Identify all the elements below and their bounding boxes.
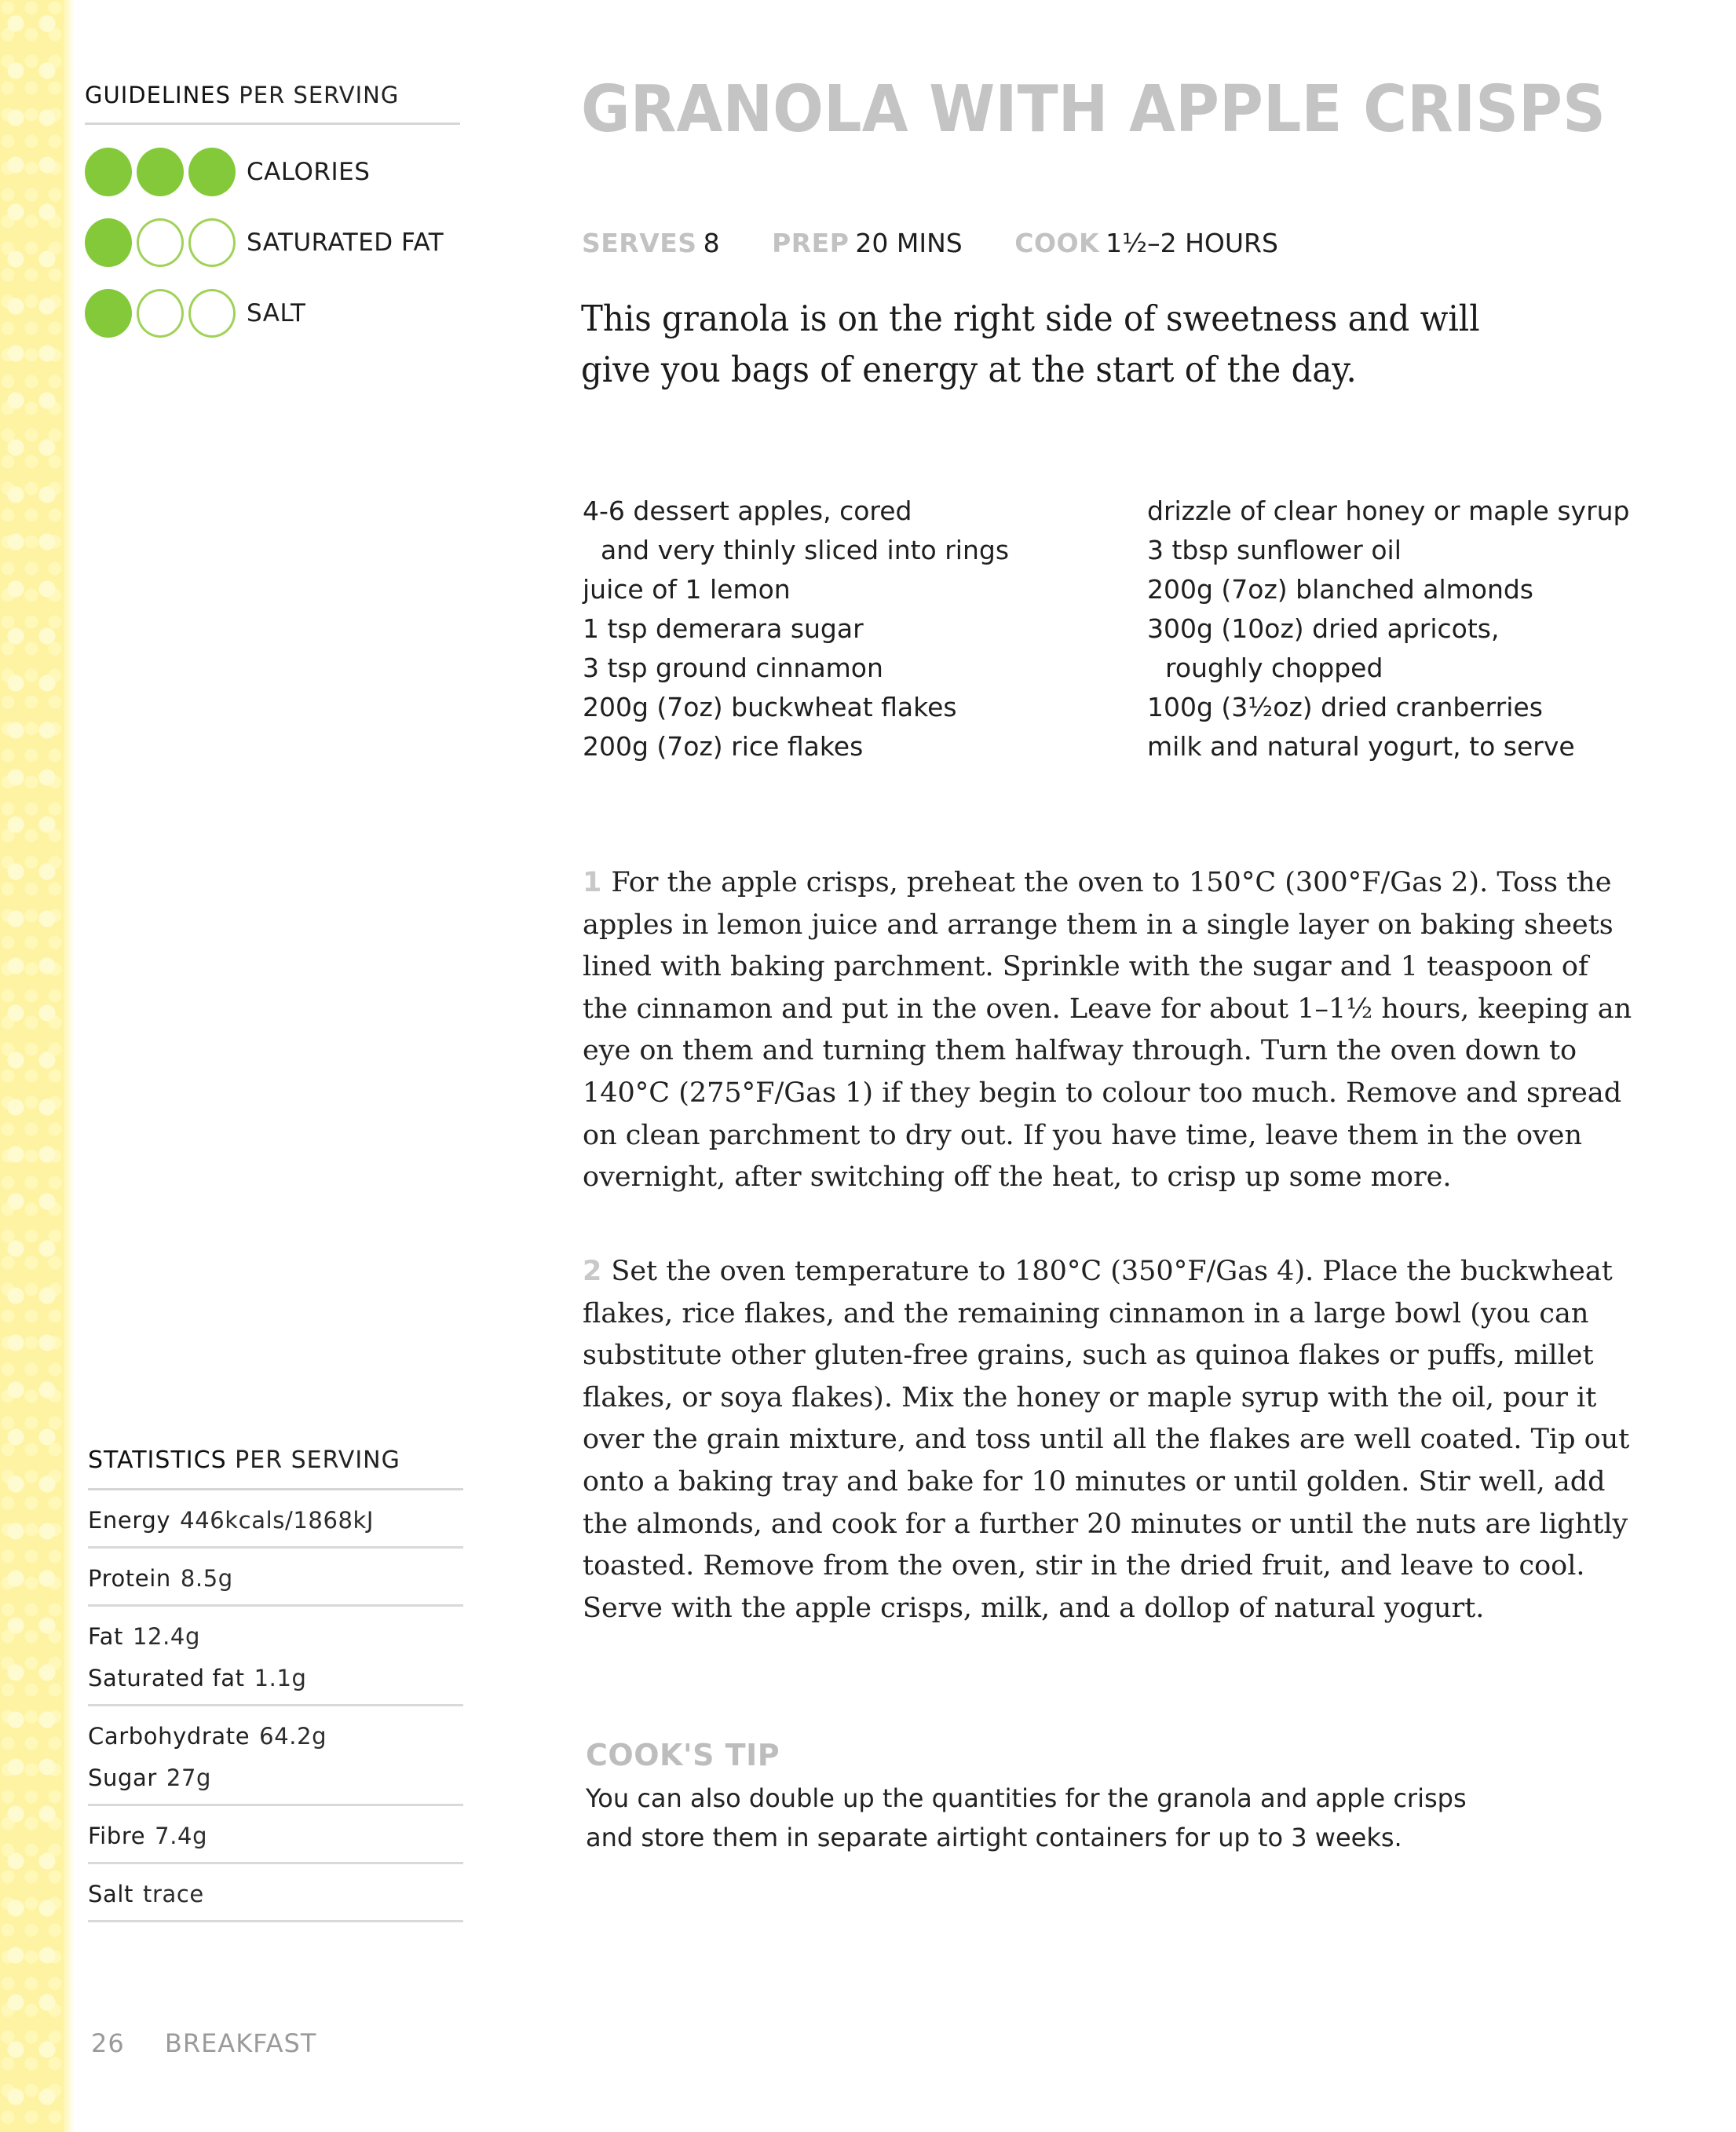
step-line: onto a baking tray and bake for 10 minutes or until golden. Stir well, add: [583, 1465, 1606, 1498]
step-line: For the apple crisps, preheat the oven to 150°C (300°F/Gas 2). Toss the: [611, 867, 1612, 898]
statistics-heading: STATISTICS PER SERVING: [88, 1446, 400, 1474]
ingredient-item: roughly chopped: [1165, 653, 1383, 683]
guidelines-heading: GUIDELINES PER SERVING: [85, 82, 400, 108]
ingredient-item: 200g (7oz) blanched almonds: [1147, 574, 1534, 605]
stat-value: 7.4g: [155, 1823, 208, 1849]
serves-value: 8: [703, 228, 720, 258]
statistics-panel: [88, 1446, 463, 1922]
filled-circle-icon: [85, 148, 132, 196]
page-edge-decoration: [0, 0, 75, 2132]
page-footer: [91, 2028, 316, 2058]
step-number: 1: [583, 867, 602, 898]
stat-group: [88, 1549, 463, 1607]
stat-value: trace: [143, 1881, 204, 1907]
stat-groups: [88, 1490, 463, 1922]
ingredient-item: milk and natural yogurt, to serve: [1147, 731, 1575, 762]
stat-value: 1.1g: [254, 1665, 307, 1691]
stat-value: 446kcals/1868kJ: [180, 1507, 375, 1534]
stat-line: [88, 1500, 463, 1541]
empty-circle-icon: [188, 218, 236, 267]
step-line: over the grain mixture, and toss until all the flakes are well coated. Tip out: [583, 1424, 1630, 1456]
ingredient-item: 300g (10oz) dried apricots,: [1147, 613, 1500, 644]
filled-circle-icon: [137, 148, 184, 196]
stat-group: [88, 1706, 463, 1806]
guideline-label: CALORIES: [247, 158, 371, 186]
cooks-tip-body: [586, 1779, 1606, 1857]
method-step-2: [583, 1251, 1650, 1629]
serves-label: SERVES: [582, 228, 697, 258]
stat-group: [88, 1806, 463, 1864]
guideline-row: [85, 283, 460, 343]
stat-value: 64.2g: [259, 1723, 327, 1750]
step-line: eye on them and turning them halfway through. Turn the oven down to: [583, 1035, 1577, 1067]
stat-group: [88, 1490, 463, 1549]
ingredient-item: 1 tsp demerara sugar: [583, 613, 864, 644]
guideline-label: SATURATED FAT: [247, 229, 444, 257]
rating-dots: [85, 218, 236, 267]
guideline-rows: [85, 142, 460, 343]
step-line: flakes, or soya flakes). Mix the honey or maple syrup with the oil, pour it: [583, 1381, 1597, 1413]
filled-circle-icon: [85, 218, 132, 267]
divider: [85, 123, 460, 125]
prep-value: 20 MINS: [855, 228, 963, 258]
empty-circle-icon: [137, 218, 184, 267]
stat-label: Protein: [88, 1565, 171, 1592]
stat-line: [88, 1816, 463, 1857]
stat-label: Saturated fat: [88, 1665, 245, 1691]
stat-label: Fibre: [88, 1823, 146, 1849]
stat-line: [88, 1658, 463, 1699]
cook-label: COOK: [1014, 228, 1100, 258]
stat-group: [88, 1607, 463, 1706]
cooks-tip-heading: COOK'S TIP: [586, 1738, 780, 1772]
ingredients-column-right: [1147, 492, 1630, 766]
prep-label: PREP: [772, 228, 850, 258]
rating-dots: [85, 148, 236, 196]
ingredient-item: and very thinly sliced into rings: [601, 535, 1010, 565]
stat-line: [88, 1716, 463, 1757]
stat-line: [88, 1616, 463, 1658]
step-number: 2: [583, 1256, 602, 1287]
ingredients-column-left: [583, 492, 1009, 766]
step-line: 140°C (275°F/Gas 1) if they begin to colour too much. Remove and spread: [583, 1077, 1622, 1109]
guidelines-panel: [85, 82, 460, 343]
step-text: [583, 867, 1632, 1193]
tip-line: and store them in separate airtight containers for up to 3 weeks.: [586, 1823, 1402, 1852]
stat-label: Carbohydrate: [88, 1723, 250, 1750]
ingredient-item: drizzle of clear honey or maple syrup: [1147, 496, 1630, 526]
guideline-label: SALT: [247, 299, 306, 327]
step-line: flakes, rice flakes, and the remaining cinnamon in a large bowl (you can: [583, 1297, 1589, 1329]
ingredient-item: juice of 1 lemon: [583, 574, 791, 605]
ingredient-item: 3 tbsp sunflower oil: [1147, 535, 1402, 565]
step-line: on clean parchment to dry out. If you have time, leave them in the oven: [583, 1119, 1583, 1151]
guideline-row: [85, 213, 460, 272]
stat-line: [88, 1757, 463, 1799]
section-name: BREAKFAST: [164, 2028, 317, 2058]
stat-line: [88, 1558, 463, 1600]
empty-circle-icon: [137, 289, 184, 338]
step-line: the cinnamon and put in the oven. Leave for about 1–1½ hours, keeping an: [583, 993, 1632, 1025]
step-line: lined with baking parchment. Sprinkle with the sugar and 1 teaspoon of: [583, 951, 1588, 983]
stat-label: Energy: [88, 1507, 171, 1534]
recipe-title: GRANOLA WITH APPLE CRISPS: [581, 72, 1606, 147]
step-text: [583, 1256, 1629, 1624]
empty-circle-icon: [188, 289, 236, 338]
stat-label: Sugar: [88, 1764, 157, 1791]
ingredient-item: 3 tsp ground cinnamon: [583, 653, 883, 683]
step-line: Set the oven temperature to 180°C (350°F/Gas 4). Place the buckwheat: [611, 1256, 1613, 1287]
ingredient-item: 100g (3½oz) dried cranberries: [1147, 692, 1543, 722]
step-line: Serve with the apple crisps, milk, and a dollop of natural yogurt.: [583, 1592, 1485, 1624]
step-line: overnight, after switching off the heat, to crisp up some more.: [583, 1161, 1452, 1194]
cooks-tip: [586, 1738, 1606, 1857]
method-step-1: [583, 862, 1650, 1199]
ingredient-item: 200g (7oz) rice flakes: [583, 731, 864, 762]
stat-label: Salt: [88, 1881, 134, 1907]
filled-circle-icon: [188, 148, 236, 196]
stat-line: [88, 1874, 463, 1915]
stat-value: 8.5g: [180, 1565, 233, 1592]
guideline-row: [85, 142, 460, 202]
stat-group: [88, 1864, 463, 1922]
stat-value: 12.4g: [132, 1623, 200, 1650]
filled-circle-icon: [85, 289, 132, 338]
rating-dots: [85, 289, 236, 338]
ingredient-item: 4-6 dessert apples, cored: [583, 496, 912, 526]
page-number: 26: [91, 2028, 125, 2058]
stat-value: 27g: [166, 1764, 212, 1791]
step-line: the almonds, and cook for a further 20 minutes or until the nuts are lightly: [583, 1508, 1628, 1540]
step-line: apples in lemon juice and arrange them in a single layer on baking sheets: [583, 909, 1614, 941]
tip-line: You can also double up the quantities for the granola and apple crisps: [586, 1783, 1467, 1813]
step-line: toasted. Remove from the oven, stir in the dried fruit, and leave to cool.: [583, 1550, 1585, 1582]
cook-value: 1½–2 HOURS: [1106, 228, 1278, 258]
step-line: substitute other gluten-free grains, such as quinoa flakes or puffs, millet: [583, 1340, 1594, 1372]
recipe-meta: [582, 228, 1322, 258]
recipe-intro: This granola is on the right side of sweetness and will give you bags of energy at the start of the day.: [581, 298, 1480, 390]
ingredient-item: 200g (7oz) buckwheat flakes: [583, 692, 957, 722]
stat-label: Fat: [88, 1623, 123, 1650]
